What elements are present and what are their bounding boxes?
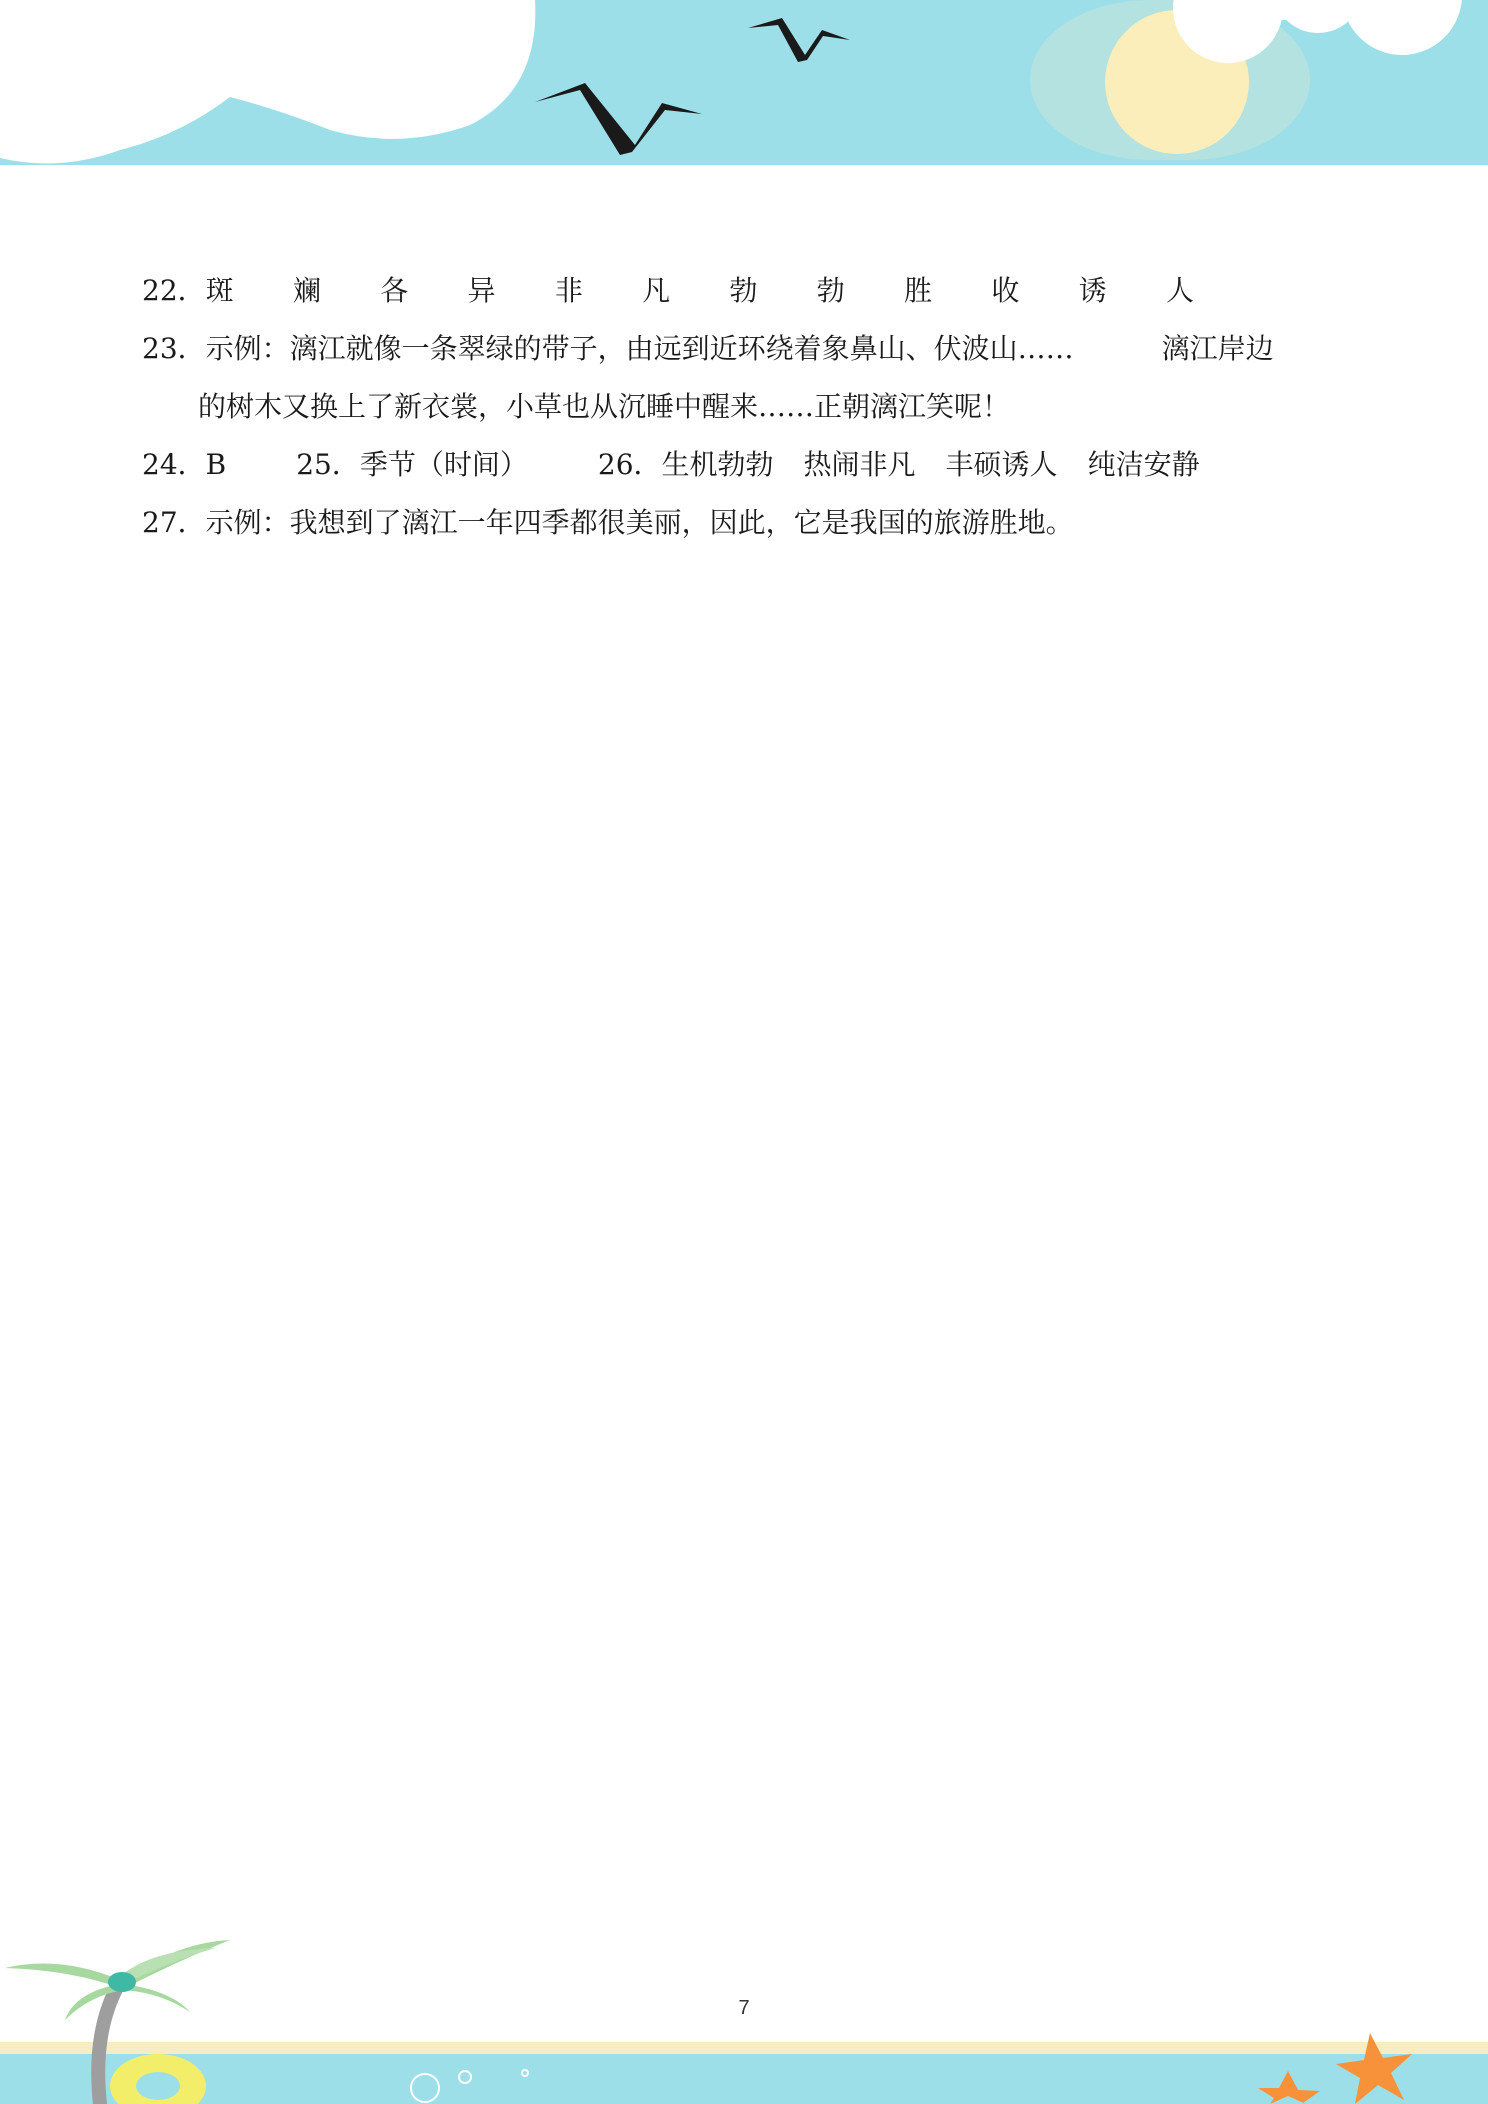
water-strip bbox=[0, 2054, 1488, 2104]
answer-22-text: 斑 斓 各 异 非 凡 勃 勃 胜 收 诱 人 bbox=[205, 274, 1220, 307]
answer-25-number: 25． bbox=[296, 448, 360, 481]
right-cloud-base bbox=[1228, 0, 1408, 20]
footer-beach-illustration bbox=[0, 1930, 1488, 2104]
answer-27-number: 27． bbox=[142, 506, 206, 539]
answer-23-text-part-2: 漓江岸边 bbox=[1161, 332, 1274, 365]
answer-26-item-3: 丰硕诱人 bbox=[945, 448, 1058, 481]
answer-22-number: 22． bbox=[142, 274, 206, 307]
answer-23-number: 23． bbox=[142, 332, 206, 365]
answer-25-text: 季节（时间） bbox=[359, 448, 528, 481]
page-number: 7 bbox=[738, 1997, 750, 2019]
answer-23-line-1 bbox=[142, 320, 1362, 378]
answers-24-26 bbox=[142, 436, 1362, 494]
header-sky-illustration bbox=[0, 0, 1488, 170]
answer-27 bbox=[142, 494, 1362, 552]
answer-26-item-4: 纯洁安静 bbox=[1087, 448, 1200, 481]
header-bottom-edge bbox=[0, 165, 1488, 170]
answer-26-item-1: 生机勃勃 bbox=[661, 448, 774, 481]
answer-23-text-part-1: 示例：漓江就像一条翠绿的带子，由远到近环绕着象鼻山、伏波山…… bbox=[205, 332, 1074, 365]
answer-23-text-continued: 的树木又换上了新衣裳，小草也从沉睡中醒来……正朝漓江笑呢！ bbox=[198, 390, 1011, 423]
coconut-icon bbox=[108, 1972, 136, 1992]
float-ring-hole bbox=[136, 2072, 180, 2100]
answer-23-line-2 bbox=[142, 378, 1362, 436]
answer-24-number: 24． bbox=[142, 448, 206, 481]
answer-27-text: 示例：我想到了漓江一年四季都很美丽，因此，它是我国的旅游胜地。 bbox=[205, 506, 1074, 539]
answer-24-text: B bbox=[205, 448, 227, 481]
answer-content bbox=[142, 262, 1362, 552]
answer-26-number: 26． bbox=[597, 448, 662, 481]
sand-strip bbox=[0, 2042, 1488, 2054]
palm-leaf-left bbox=[5, 1964, 120, 1988]
answer-26-item-2: 热闹非凡 bbox=[803, 448, 916, 481]
answer-22 bbox=[142, 262, 1362, 320]
palm-leaf-right bbox=[120, 1940, 230, 1988]
